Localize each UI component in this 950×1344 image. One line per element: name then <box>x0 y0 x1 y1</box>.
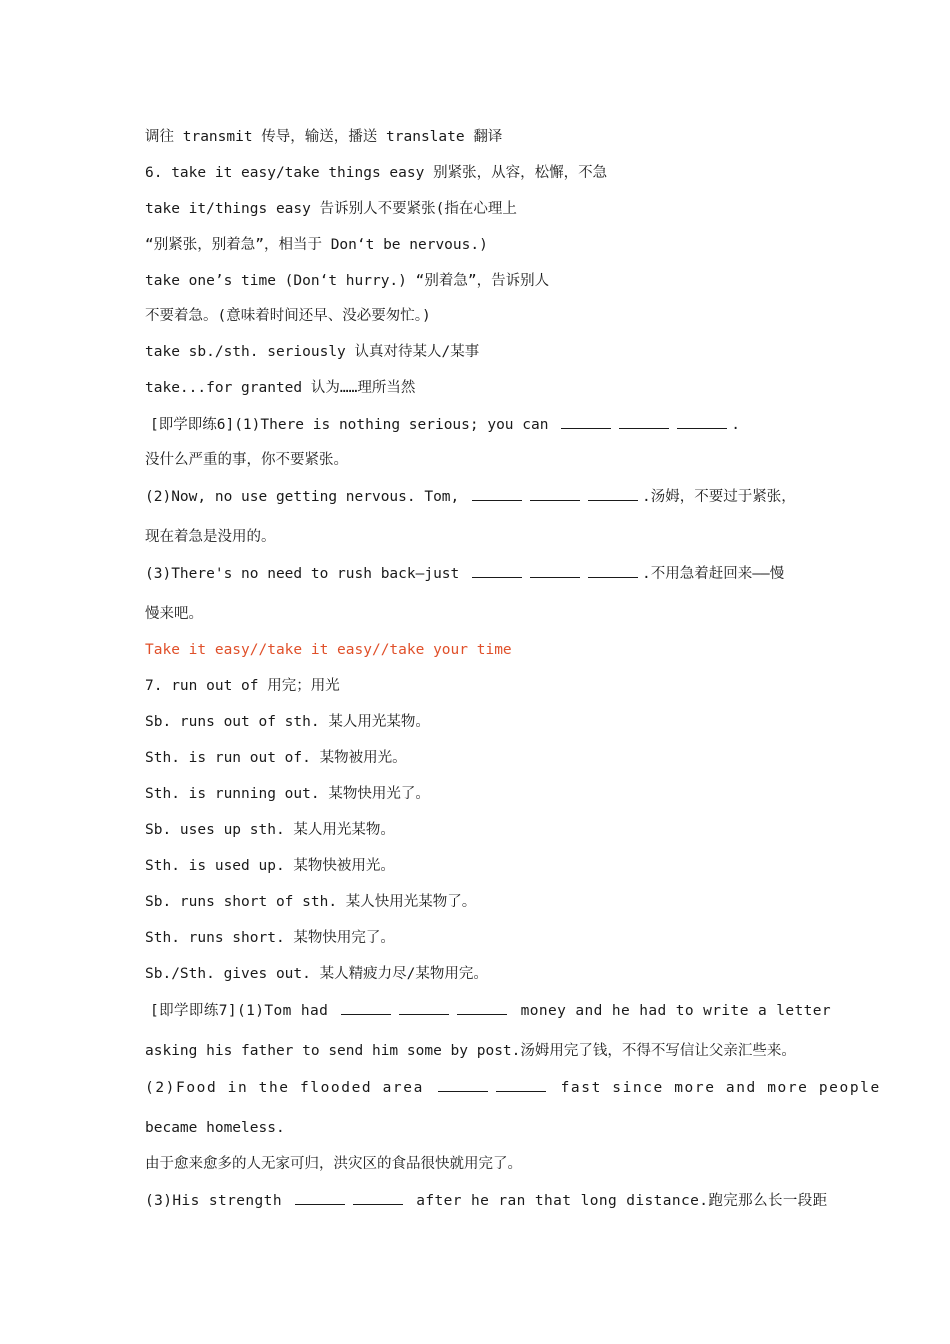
exercise-7-question-1: [即学即练7](1)Tom had money and he had to write a letter <box>150 1000 830 1020</box>
text-line: Sth. is used up. 某物快被用光。 <box>145 858 395 874</box>
answer-blank <box>353 1190 403 1205</box>
exercise-6-question-1-translation: 没什么严重的事，你不要紧张。 <box>145 452 348 468</box>
answer-blank <box>677 414 727 429</box>
text-line: Sb. runs out of sth. 某人用光某物。 <box>145 714 430 730</box>
answer-blank <box>472 563 522 578</box>
text-line: 调往 transmit 传导，输送，播送 translate 翻译 <box>145 129 503 145</box>
exercise-6-question-3: (3)There's no need to rush back—just .不用急着赶回来——慢 <box>145 563 825 583</box>
text-line: Sth. is running out. 某物快用光了。 <box>145 786 430 802</box>
exercise-7-question-2-translation: 由于愈来愈多的人无家可归，洪灾区的食品很快就用完了。 <box>145 1156 522 1172</box>
section-heading-7: 7. run out of 用完；用光 <box>145 678 340 694</box>
text-line: Sb./Sth. gives out. 某人精疲力尽/某物用完。 <box>145 966 488 982</box>
answer-blank <box>588 486 638 501</box>
text-line: take...for granted 认为……理所当然 <box>145 380 416 396</box>
exercise-7-question-2-continued: became homeless. <box>145 1120 285 1136</box>
section-heading-6: 6. take it easy/take things easy 别紧张，从容，松懈，不急 <box>145 165 608 181</box>
answer-blank <box>438 1077 488 1092</box>
text-line: Sb. uses up sth. 某人用光某物。 <box>145 822 395 838</box>
answer-blank <box>588 563 638 578</box>
text-line: take sb./sth. seriously 认真对待某人/某事 <box>145 344 480 360</box>
answer-blank <box>561 414 611 429</box>
text-line: 不要着急。(意味着时间还早、没必要匆忙。) <box>145 308 431 324</box>
text-line: Sb. runs short of sth. 某人快用光某物了。 <box>145 894 477 910</box>
answer-blank <box>457 1000 507 1015</box>
text-line: “别紧张，别着急”，相当于 Don‘t be nervous.) <box>145 237 488 253</box>
exercise-6-question-2: (2)Now, no use getting nervous. Tom, .汤姆，不要过于紧张， <box>145 486 825 506</box>
exercise-7-question-1-continued: asking his father to send him some by post.汤姆用完了钱，不得不写信让父亲汇些来。 <box>145 1043 796 1059</box>
exercise-7-question-2: (2)Food in the flooded area fast since more and more people <box>145 1077 825 1097</box>
answer-blank <box>399 1000 449 1015</box>
answer-blank <box>341 1000 391 1015</box>
text-line: Sth. runs short. 某物快用完了。 <box>145 930 395 946</box>
exercise-6-question-1: [即学即练6](1)There is nothing serious; you can . <box>150 414 830 434</box>
exercise-6-answer-key: Take it easy//take it easy//take your time <box>145 642 512 658</box>
answer-blank <box>619 414 669 429</box>
answer-blank <box>496 1077 546 1092</box>
text-line: take it/things easy 告诉别人不要紧张(指在心理上 <box>145 201 517 217</box>
answer-blank <box>472 486 522 501</box>
text-line: take one’s time (Don‘t hurry.) “别着急”，告诉别人 <box>145 273 550 289</box>
exercise-6-question-2-translation: 现在着急是没用的。 <box>145 529 276 545</box>
answer-blank <box>530 563 580 578</box>
exercise-7-question-3: (3)His strength after he ran that long distance.跑完那么长一段距 <box>145 1190 825 1210</box>
exercise-6-question-3-translation: 慢来吧。 <box>145 606 203 622</box>
answer-blank <box>530 486 580 501</box>
text-line: Sth. is run out of. 某物被用光。 <box>145 750 407 766</box>
answer-blank <box>295 1190 345 1205</box>
